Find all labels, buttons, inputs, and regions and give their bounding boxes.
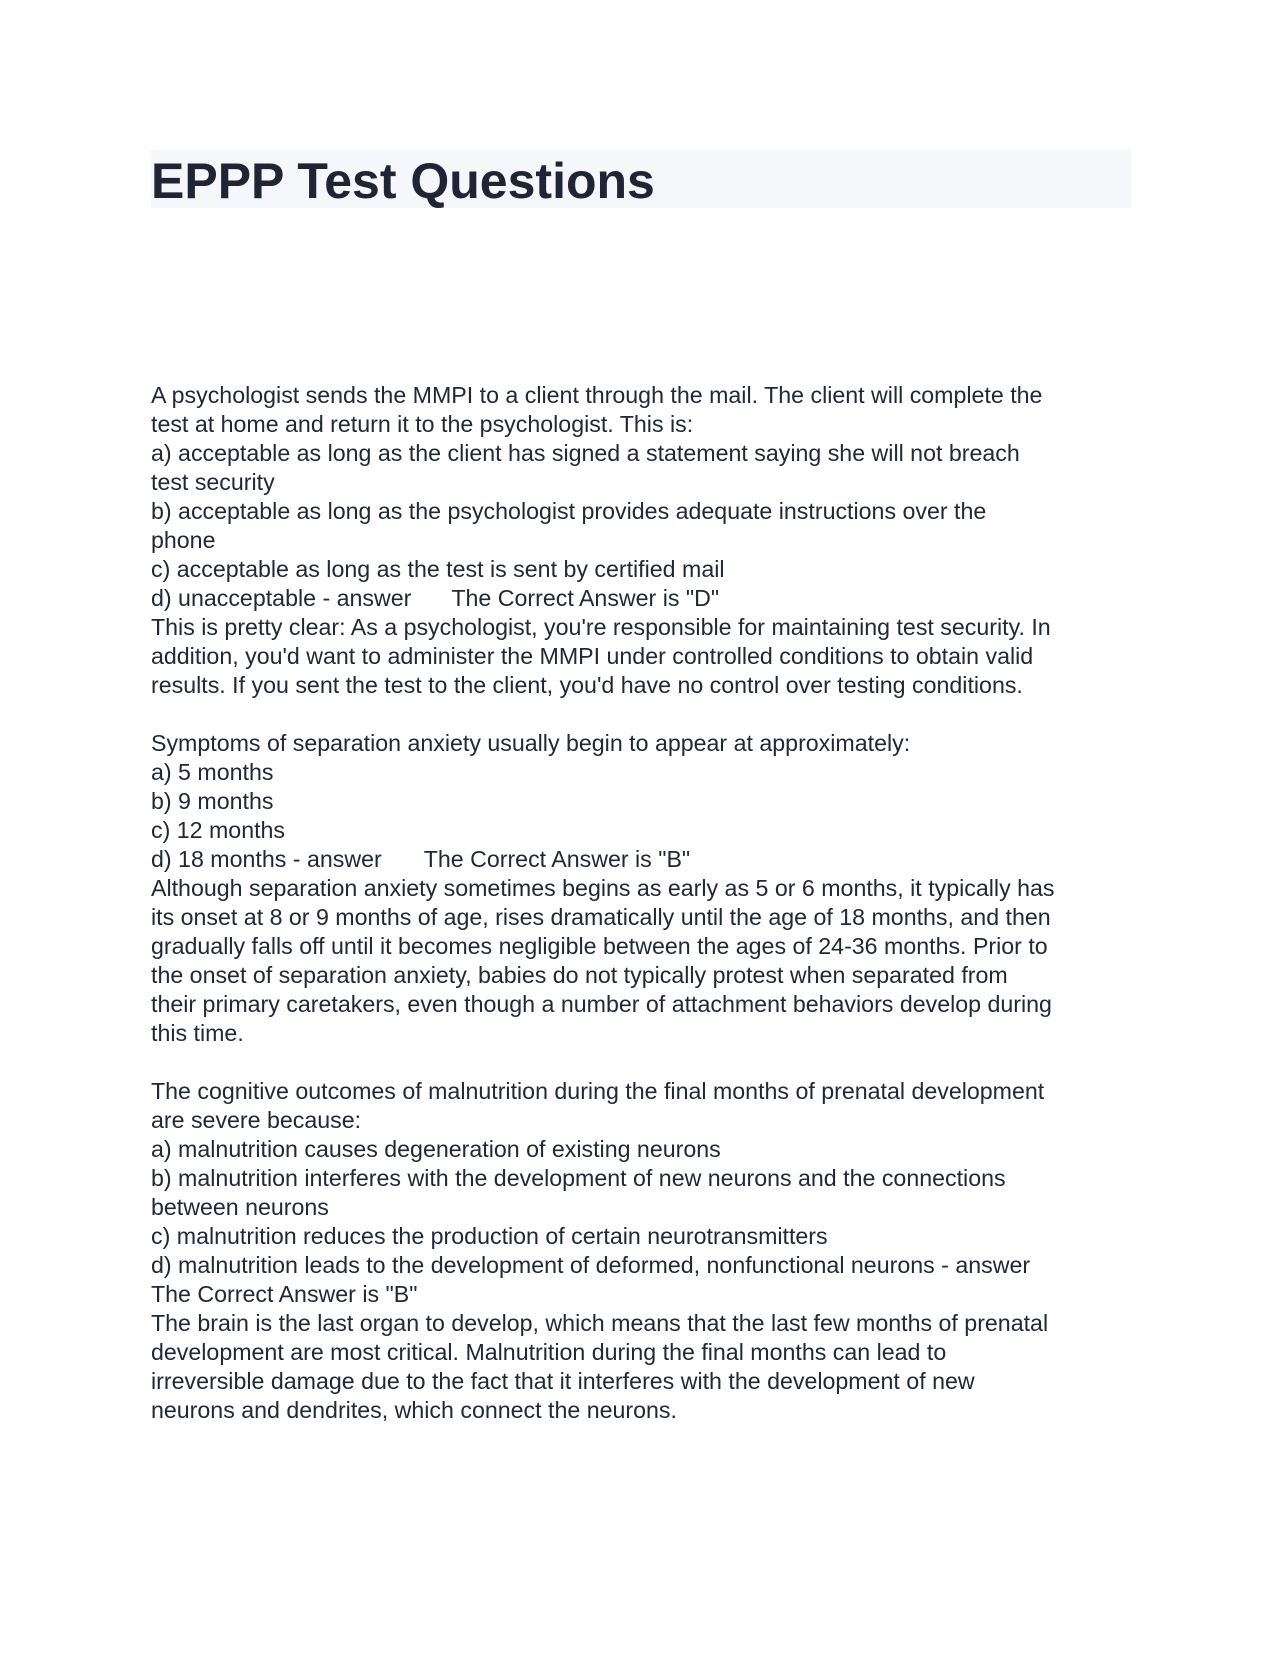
question-stem-line: test at home and return it to the psychologist. This is: xyxy=(151,411,694,437)
question-stem-line: are severe because: xyxy=(151,1107,362,1133)
answer-option-row xyxy=(151,584,1141,613)
explanation-line: gradually falls off until it becomes negligible between the ages of 24-36 months. Prior to xyxy=(151,933,1048,959)
explanation-line: the onset of separation anxiety, babies do not typically protest when separated from xyxy=(151,962,1008,988)
explanation-line: irreversible damage due to the fact that it interferes with the development of new xyxy=(151,1368,975,1394)
answer-option-line: c) 12 months xyxy=(151,817,286,843)
explanation-line: its onset at 8 or 9 months of age, rises dramatically until the age of 18 months, and then xyxy=(151,904,1051,930)
answer-option-line: d) 18 months - answer xyxy=(151,846,382,872)
answer-option-line: d) malnutrition leads to the development of deformed, nonfunctional neurons - answer xyxy=(151,1252,1031,1278)
answer-option-line: a) acceptable as long as the client has signed a statement saying she will not breach xyxy=(151,440,1020,466)
answer-option-line: c) acceptable as long as the test is sent by certified mail xyxy=(151,556,725,582)
title-banner xyxy=(151,150,1131,208)
answer-option-line: between neurons xyxy=(151,1194,329,1220)
page-title: EPPP Test Questions xyxy=(151,153,655,209)
answer-option-line: b) 9 months xyxy=(151,788,274,814)
document-body xyxy=(151,381,1141,1454)
explanation-line: this time. xyxy=(151,1020,244,1046)
answer-option-line: a) malnutrition causes degeneration of existing neurons xyxy=(151,1136,721,1162)
explanation-line: neurons and dendrites, which connect the neurons. xyxy=(151,1397,677,1423)
question-block xyxy=(151,729,1141,1048)
answer-option-line: c) malnutrition reduces the production of certain neurotransmitters xyxy=(151,1223,828,1249)
question-block xyxy=(151,381,1141,700)
question-stem-line: The cognitive outcomes of malnutrition during the final months of prenatal development xyxy=(151,1078,1045,1104)
explanation-line: The brain is the last organ to develop, which means that the last few months of prenatal xyxy=(151,1310,1049,1336)
answer-option-line: b) acceptable as long as the psychologist provides adequate instructions over the xyxy=(151,498,987,524)
explanation-line: addition, you'd want to administer the MMPI under controlled conditions to obtain valid xyxy=(151,643,1034,669)
correct-answer: The Correct Answer is "B" xyxy=(423,846,691,872)
answer-option-line: d) unacceptable - answer xyxy=(151,585,412,611)
question-stem-line: Symptoms of separation anxiety usually begin to appear at approximately: xyxy=(151,730,911,756)
question-stem-line: A psychologist sends the MMPI to a client through the mail. The client will complete the xyxy=(151,382,1043,408)
explanation-line: development are most critical. Malnutrition during the final months can lead to xyxy=(151,1339,947,1365)
answer-option-line: b) malnutrition interferes with the development of new neurons and the connections xyxy=(151,1165,1006,1191)
question-block xyxy=(151,1077,1141,1425)
answer-option-line: phone xyxy=(151,527,216,553)
correct-answer: The Correct Answer is "B" xyxy=(151,1281,418,1307)
explanation-line: Although separation anxiety sometimes begins as early as 5 or 6 months, it typically has xyxy=(151,875,1055,901)
explanation-line: results. If you sent the test to the client, you'd have no control over testing conditions. xyxy=(151,672,1023,698)
answer-option-line: test security xyxy=(151,469,275,495)
correct-answer: The Correct Answer is "D" xyxy=(451,585,720,611)
explanation-line: This is pretty clear: As a psychologist, you're responsible for maintaining test security. In xyxy=(151,614,1051,640)
answer-option-row xyxy=(151,845,1141,874)
explanation-line: their primary caretakers, even though a number of attachment behaviors develop during xyxy=(151,991,1052,1017)
answer-option-line: a) 5 months xyxy=(151,759,274,785)
